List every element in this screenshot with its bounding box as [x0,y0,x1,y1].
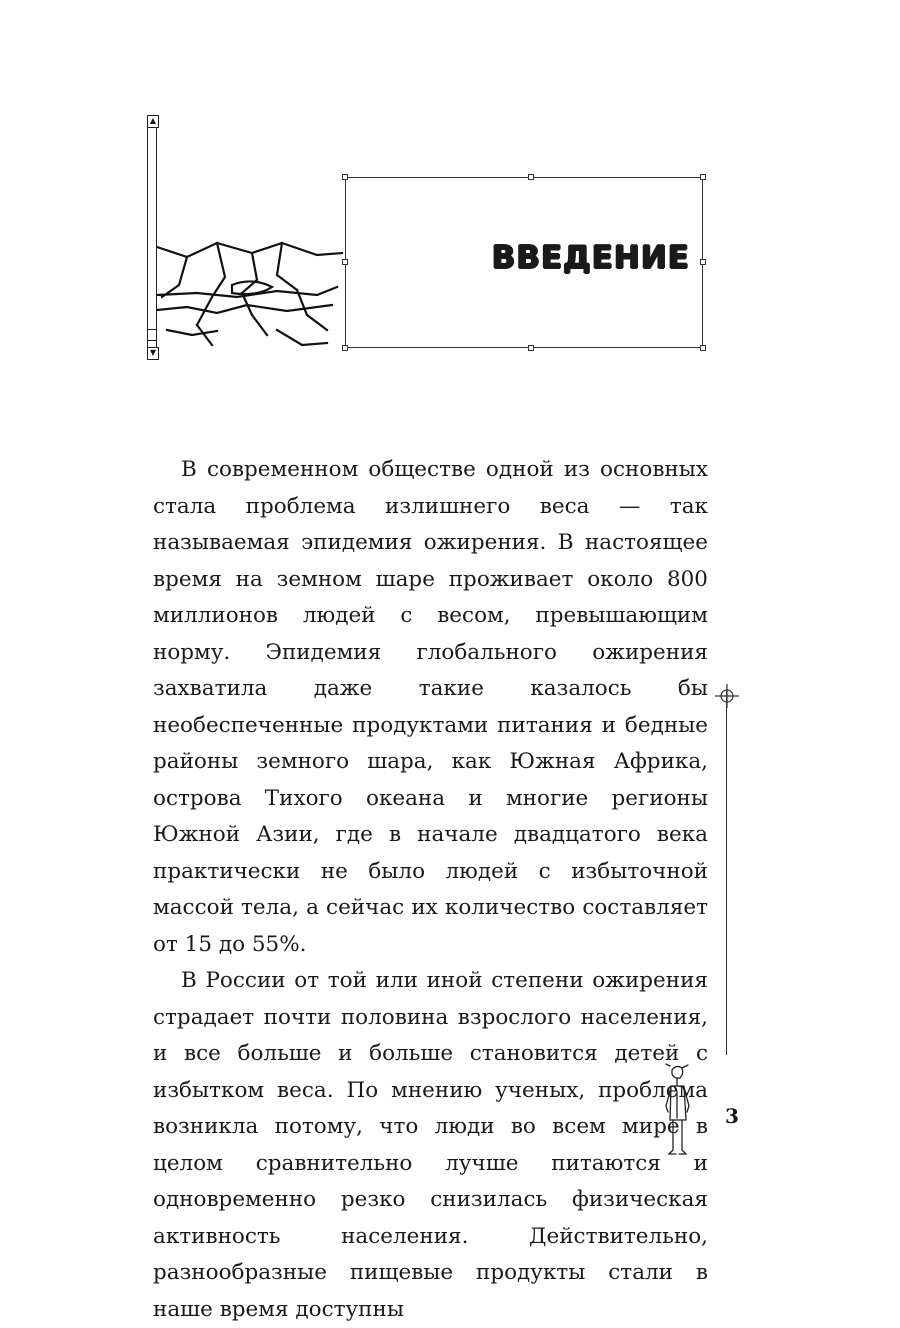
scroll-down-button[interactable]: ▼ [147,347,159,360]
margin-rule [726,690,727,1055]
frame-handle-middle-left[interactable] [342,259,348,265]
frame-handle-bottom-middle[interactable] [528,345,534,351]
frame-handle-bottom-right[interactable] [700,345,706,351]
cracked-decoration-art [157,235,347,355]
paragraph-2: В России от той или иной степени ожирения страдает почти половина взрослого населения, и все больше и больше становится детей с избытком веса. По мнению ученых, проблема возникла потому, что люди во всем мире в целом сравнительно лучше питаются и одновременно резко снизилась физическая активность населения. Действительно, разнообразные пищевые продукты стали в наше время доступны [153,968,708,1322]
frame-handle-bottom-left[interactable] [342,345,348,351]
frame-handle-top-middle[interactable] [528,174,534,180]
standing-man-illustration [662,1062,696,1158]
chapter-heading: ВВЕДЕНИЕ [491,240,690,276]
frame-handle-middle-right[interactable] [700,259,706,265]
vertical-scrollbar[interactable] [147,115,157,360]
frame-handle-top-left[interactable] [342,174,348,180]
scroll-thumb[interactable] [148,329,156,341]
page-number: 3 [725,1104,739,1128]
body-text [153,452,708,1328]
paragraph-1: В современном обществе одной из основных стала проблема излишнего веса — так называемая эпидемия ожирения. В настоящее время на земном шаре проживает около 800 миллионов людей с весом, превышающим норму. Эпидемия глобального ожирения захватила даже такие казалось бы необеспеченные продуктами питания и бедные районы земного шара, как Южная Африка, острова Тихого океана и многие регионы Южной Азии, где в начале двадцатого века практически не было людей с избыточной массой тела, а сейчас их количество составляет от 15 до 55%. [153,457,708,957]
crosshair-icon [715,684,739,708]
frame-handle-top-right[interactable] [700,174,706,180]
scroll-up-button[interactable]: ▲ [147,115,159,128]
